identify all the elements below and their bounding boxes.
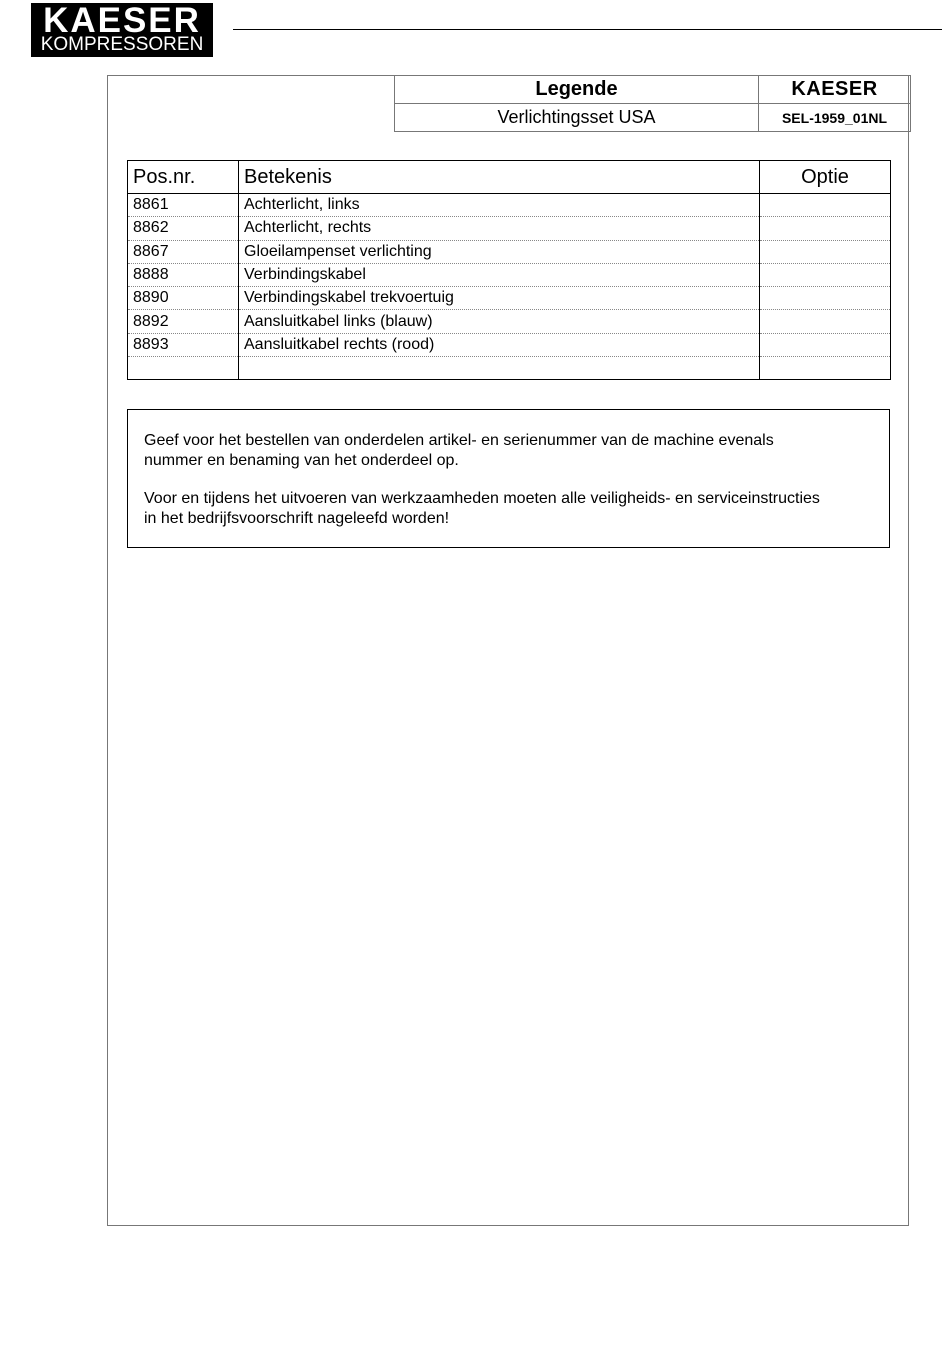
cell-option: [760, 333, 891, 356]
safety-instruction: [144, 489, 873, 529]
table-header-row: [128, 161, 891, 194]
table-row: [128, 194, 891, 217]
cell-pos: 8888: [128, 263, 239, 286]
cell-meaning: Aansluitkabel links (blauw): [239, 310, 760, 333]
column-header-meaning: Betekenis: [239, 161, 760, 194]
ordering-note-box: [127, 409, 890, 548]
logo-wordmark: KAESER: [43, 1, 201, 40]
logo-subline: KOMPRESSOREN: [40, 34, 204, 55]
cell-meaning: Verbindingskabel trekvoertuig: [239, 287, 760, 310]
table-row: [128, 240, 891, 263]
cell-meaning: [239, 357, 760, 380]
cell-option: [760, 287, 891, 310]
ordering-instruction: [144, 431, 873, 471]
cell-option: [760, 217, 891, 240]
table-row: [128, 287, 891, 310]
cell-pos: 8867: [128, 240, 239, 263]
column-header-option: Optie: [760, 161, 891, 194]
table-row: [128, 263, 891, 286]
cell-pos: 8862: [128, 217, 239, 240]
cell-option: [760, 310, 891, 333]
cell-pos: 8892: [128, 310, 239, 333]
table-row: [128, 310, 891, 333]
note-line: in het bedrijfsvoorschrift nageleefd worden!: [144, 510, 450, 527]
cell-option: [760, 240, 891, 263]
cell-meaning: Achterlicht, rechts: [239, 217, 760, 240]
table-row: [128, 357, 891, 380]
cell-option: [760, 357, 891, 380]
title-block-heading: Legende: [395, 76, 759, 104]
cell-meaning: Verbindingskabel: [239, 263, 760, 286]
kaeser-logo: [31, 3, 213, 57]
title-block: [394, 75, 911, 132]
cell-meaning: Achterlicht, links: [239, 194, 760, 217]
note-line: nummer en benaming van het onderdeel op.: [144, 452, 459, 469]
cell-pos: [128, 357, 239, 380]
title-block-brand: KAESER: [759, 76, 911, 104]
cell-pos: 8890: [128, 287, 239, 310]
cell-pos: 8861: [128, 194, 239, 217]
note-line: Geef voor het bestellen van onderdelen artikel- en serienummer van de machine evenals: [144, 432, 774, 449]
cell-meaning: Gloeilampenset verlichting: [239, 240, 760, 263]
document-code: SEL-1959_01NL: [759, 104, 911, 132]
cell-pos: 8893: [128, 333, 239, 356]
parts-legend-table: [127, 160, 891, 380]
cell-option: [760, 263, 891, 286]
title-block-subtitle: Verlichtingsset USA: [395, 104, 759, 132]
column-header-pos: Pos.nr.: [128, 161, 239, 194]
cell-meaning: Aansluitkabel rechts (rood): [239, 333, 760, 356]
cell-option: [760, 194, 891, 217]
table-row: [128, 217, 891, 240]
table-row: [128, 333, 891, 356]
note-line: Voor en tijdens het uitvoeren van werkzaamheden moeten alle veiligheids- en serviceinstructies: [144, 490, 820, 507]
header-rule: [233, 29, 942, 30]
